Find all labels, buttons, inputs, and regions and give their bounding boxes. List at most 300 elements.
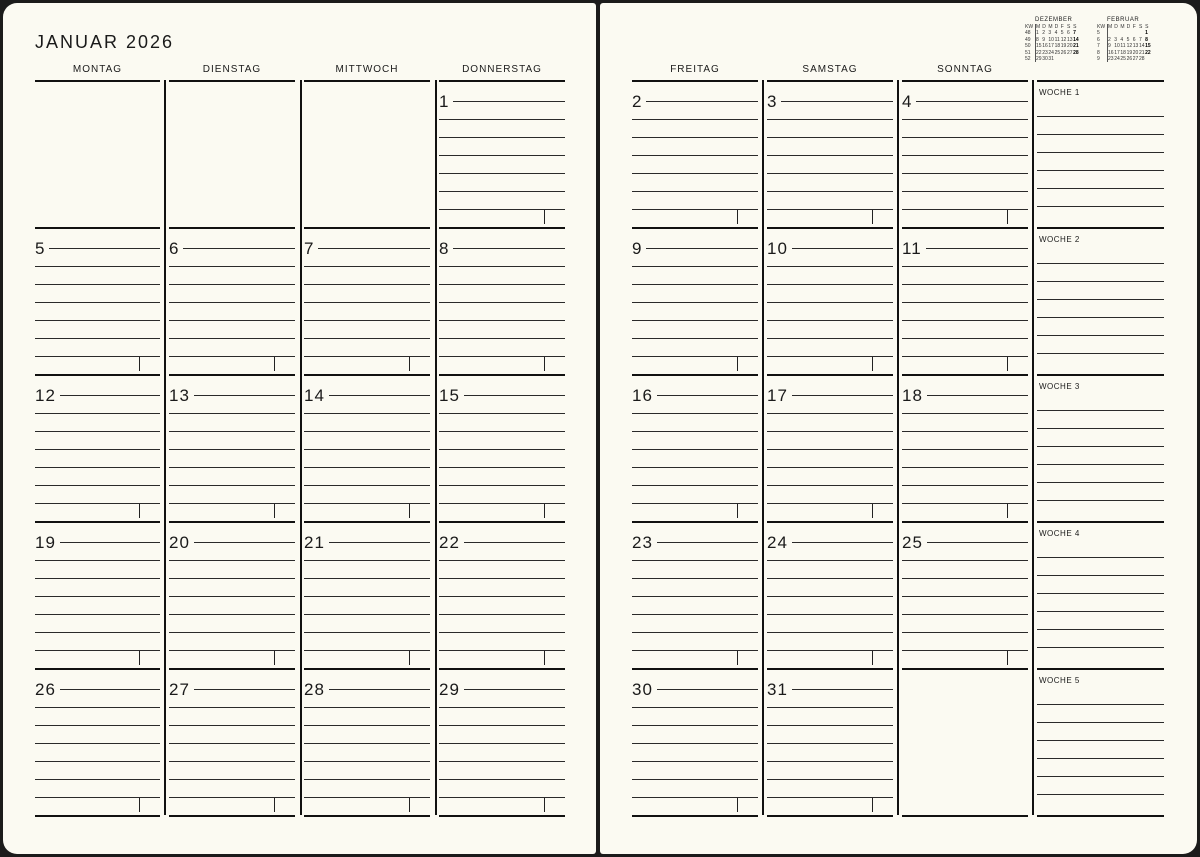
write-line <box>632 191 758 192</box>
mini-calendar-cell: 9 <box>1108 43 1111 50</box>
cell-tick <box>274 798 275 812</box>
column-divider <box>762 521 764 668</box>
cell-tick <box>274 357 275 371</box>
mini-calendar-cell: 14 <box>1138 43 1145 50</box>
day-number: 17 <box>767 387 792 404</box>
column-divider <box>762 227 764 374</box>
write-line <box>902 614 1028 615</box>
mini-calendar-february <box>1097 17 1151 62</box>
write-line <box>35 338 160 339</box>
cell-tick <box>139 798 140 812</box>
write-line <box>439 578 565 579</box>
write-line <box>439 449 565 450</box>
day-number: 21 <box>304 534 329 551</box>
column-divider <box>1032 374 1034 521</box>
week-notes-line <box>1037 446 1164 447</box>
week-label: WOCHE 1 <box>1039 88 1080 97</box>
week-notes-top-border <box>1037 521 1164 523</box>
cell-tick <box>737 210 738 224</box>
mini-calendar-cell: 19 <box>1060 43 1067 50</box>
weekday-header: SAMSTAG <box>802 64 858 75</box>
mini-calendar-cell: 26 <box>1126 56 1133 63</box>
column-divider <box>435 374 437 521</box>
cell-tick <box>1007 357 1008 371</box>
cell-tick <box>139 651 140 665</box>
day-cell[interactable] <box>767 80 893 227</box>
write-line <box>304 707 430 708</box>
write-line <box>439 485 565 486</box>
empty-day-cell <box>304 80 430 227</box>
cell-tick <box>1007 504 1008 518</box>
write-line <box>169 743 295 744</box>
cell-top-border <box>439 80 565 82</box>
day-number: 20 <box>169 534 194 551</box>
write-line <box>35 743 160 744</box>
write-line <box>902 503 1028 504</box>
week-label: WOCHE 4 <box>1039 529 1080 538</box>
write-line <box>632 614 758 615</box>
day-number: 10 <box>767 240 792 257</box>
write-line <box>439 650 565 651</box>
write-line <box>902 191 1028 192</box>
write-line <box>35 413 160 414</box>
write-line <box>902 431 1028 432</box>
write-line <box>439 467 565 468</box>
mini-calendar-cell: 10 <box>1114 43 1120 50</box>
week-notes-top-border <box>1037 668 1164 670</box>
write-line <box>902 449 1028 450</box>
mini-calendar-cell: 7 <box>1097 43 1108 49</box>
week-notes-line <box>1037 206 1164 207</box>
mini-calendar-cell: 19 <box>1126 49 1133 56</box>
weekday-header: FREITAG <box>670 64 720 75</box>
write-line <box>304 248 430 249</box>
write-line <box>169 560 295 561</box>
week-notes-top-border <box>1037 374 1164 376</box>
day-cell[interactable] <box>304 227 430 374</box>
mini-calendar-cell: 27 <box>1066 49 1073 56</box>
write-line <box>169 761 295 762</box>
cell-tick <box>409 504 410 518</box>
write-line <box>304 761 430 762</box>
write-line <box>439 614 565 615</box>
write-line <box>439 761 565 762</box>
write-line <box>304 485 430 486</box>
write-line <box>35 779 160 780</box>
write-line <box>902 560 1028 561</box>
cell-top-border <box>35 227 160 229</box>
write-line <box>767 338 893 339</box>
write-line <box>169 413 295 414</box>
week-notes-line <box>1037 647 1164 648</box>
write-line <box>902 173 1028 174</box>
cell-tick <box>409 798 410 812</box>
day-number: 13 <box>169 387 194 404</box>
day-number: 30 <box>632 681 657 698</box>
column-divider <box>164 374 166 521</box>
mini-calendar-cell: 28 <box>1138 56 1145 63</box>
mini-calendar-header-cell: S <box>1145 24 1149 30</box>
write-line <box>632 302 758 303</box>
column-divider <box>762 374 764 521</box>
column-divider <box>300 521 302 668</box>
mini-calendar-cell: 6 <box>1066 30 1070 37</box>
week-label: WOCHE 5 <box>1039 676 1080 685</box>
mini-calendar-cell: 22 <box>1145 49 1151 56</box>
mini-calendar-header-cell: S <box>1073 24 1077 30</box>
cell-top-border <box>35 668 160 670</box>
week-label: WOCHE 2 <box>1039 235 1080 244</box>
cell-tick <box>872 357 873 371</box>
write-line <box>304 449 430 450</box>
write-line <box>767 431 893 432</box>
write-line <box>35 596 160 597</box>
write-line <box>304 797 430 798</box>
cell-top-border <box>767 374 893 376</box>
week-notes-line <box>1037 299 1164 300</box>
write-line <box>439 284 565 285</box>
column-divider <box>164 80 166 227</box>
write-line <box>767 356 893 357</box>
mini-calendar-cell: 11 <box>1120 43 1126 50</box>
write-line <box>767 155 893 156</box>
cell-tick <box>872 210 873 224</box>
day-number: 23 <box>632 534 657 551</box>
write-line <box>767 797 893 798</box>
write-line <box>439 320 565 321</box>
day-cell[interactable] <box>35 227 160 374</box>
mini-calendar-cell: 50 <box>1025 43 1036 49</box>
write-line <box>632 707 758 708</box>
write-line <box>632 320 758 321</box>
cell-top-border <box>632 374 758 376</box>
cell-tick <box>544 504 545 518</box>
write-line <box>439 560 565 561</box>
mini-calendar-cell: 21 <box>1138 49 1145 56</box>
day-number: 9 <box>632 240 646 257</box>
day-cell[interactable] <box>439 227 565 374</box>
week-notes-top-border <box>1037 227 1164 229</box>
mini-calendar-cell: 23 <box>1042 49 1048 56</box>
mini-calendar-cell: 22 <box>1036 49 1042 56</box>
cell-tick <box>872 651 873 665</box>
right-page <box>600 3 1197 854</box>
cell-top-border <box>304 374 430 376</box>
day-cell[interactable] <box>632 227 758 374</box>
mini-calendar-header-cell: F <box>1132 24 1136 30</box>
write-line <box>632 485 758 486</box>
write-line <box>767 320 893 321</box>
day-number: 22 <box>439 534 464 551</box>
write-line <box>439 137 565 138</box>
write-line <box>767 119 893 120</box>
write-line <box>632 650 758 651</box>
write-line <box>35 449 160 450</box>
write-line <box>304 560 430 561</box>
write-line <box>767 266 893 267</box>
mini-calendar-header-cell: D <box>1054 24 1059 30</box>
write-line <box>439 779 565 780</box>
write-line <box>304 320 430 321</box>
cell-top-border <box>632 668 758 670</box>
empty-day-cell <box>902 668 1028 815</box>
write-line <box>35 248 160 249</box>
write-line <box>632 209 758 210</box>
write-line <box>632 560 758 561</box>
column-divider <box>897 227 899 374</box>
mini-calendar-month: FEBRUAR <box>1107 17 1140 23</box>
week-label: WOCHE 3 <box>1039 382 1080 391</box>
day-number: 12 <box>35 387 60 404</box>
write-line <box>902 137 1028 138</box>
write-line <box>767 284 893 285</box>
write-line <box>439 248 565 249</box>
write-line <box>632 449 758 450</box>
write-line <box>304 614 430 615</box>
mini-calendar-cell: 12 <box>1126 43 1133 50</box>
write-line <box>767 761 893 762</box>
write-line <box>439 707 565 708</box>
day-number: 27 <box>169 681 194 698</box>
mini-calendar-cell: 2 <box>1042 30 1045 37</box>
mini-calendar-cell: 23 <box>1108 56 1114 63</box>
cell-top-border <box>902 668 1028 670</box>
cell-top-border <box>169 521 295 523</box>
write-line <box>439 743 565 744</box>
write-line <box>767 209 893 210</box>
write-line <box>767 302 893 303</box>
cell-top-border <box>902 374 1028 376</box>
write-line <box>304 356 430 357</box>
write-line <box>767 725 893 726</box>
write-line <box>304 266 430 267</box>
write-line <box>35 431 160 432</box>
mini-calendar-cell: 16 <box>1108 49 1114 56</box>
empty-day-cell <box>35 80 160 227</box>
write-line <box>902 155 1028 156</box>
write-line <box>767 449 893 450</box>
write-line <box>902 596 1028 597</box>
write-line <box>169 632 295 633</box>
write-line <box>439 338 565 339</box>
write-line <box>35 632 160 633</box>
mini-calendar-cell: 7 <box>1138 36 1142 43</box>
mini-calendar-cell: 3 <box>1048 30 1052 37</box>
cell-tick <box>274 651 275 665</box>
write-line <box>767 560 893 561</box>
write-line <box>632 431 758 432</box>
empty-day-cell <box>169 80 295 227</box>
day-number: 29 <box>439 681 464 698</box>
mini-calendar-cell <box>1073 56 1079 62</box>
column-divider <box>300 668 302 815</box>
cell-top-border <box>902 227 1028 229</box>
write-line <box>169 596 295 597</box>
grid-bottom-border <box>902 815 1028 817</box>
mini-calendar-cell: 5 <box>1060 30 1064 37</box>
week-notes-line <box>1037 410 1164 411</box>
write-line <box>632 266 758 267</box>
write-line <box>902 101 1028 102</box>
mini-calendar-cell <box>1145 56 1151 62</box>
mini-calendar-header-cell: D <box>1042 24 1046 30</box>
write-line <box>632 503 758 504</box>
column-divider <box>164 227 166 374</box>
cell-top-border <box>767 80 893 82</box>
write-line <box>35 467 160 468</box>
mini-calendar-cell: 8 <box>1036 36 1039 43</box>
week-notes-line <box>1037 611 1164 612</box>
week-notes-line <box>1037 464 1164 465</box>
write-line <box>439 725 565 726</box>
write-line <box>632 173 758 174</box>
mini-calendar-cell: 51 <box>1025 50 1036 56</box>
week-notes-line <box>1037 428 1164 429</box>
mini-calendar-cell: 52 <box>1025 56 1036 62</box>
mini-calendar-cell: 8 <box>1097 50 1108 56</box>
cell-tick <box>1007 651 1008 665</box>
cell-tick <box>544 651 545 665</box>
write-line <box>439 119 565 120</box>
mini-calendar-cell: 1 <box>1036 30 1039 37</box>
cell-top-border <box>767 668 893 670</box>
write-line <box>169 320 295 321</box>
column-divider <box>1032 80 1034 227</box>
mini-calendar-cell: 13 <box>1132 43 1139 50</box>
write-line <box>169 707 295 708</box>
write-line <box>632 101 758 102</box>
cell-top-border <box>632 521 758 523</box>
write-line <box>902 467 1028 468</box>
mini-calendar-header-cell: M <box>1120 24 1125 30</box>
cell-top-border <box>767 227 893 229</box>
left-page <box>3 3 596 854</box>
write-line <box>767 137 893 138</box>
mini-calendar-cell: 8 <box>1145 36 1148 43</box>
mini-calendar-header-cell: KW <box>1025 24 1036 30</box>
write-line <box>304 503 430 504</box>
mini-calendar-cell: 25 <box>1054 49 1061 56</box>
week-notes-line <box>1037 263 1164 264</box>
mini-calendar-cell: 28 <box>1073 49 1079 56</box>
cell-top-border <box>35 80 160 82</box>
write-line <box>632 596 758 597</box>
cell-top-border <box>767 521 893 523</box>
cell-tick <box>737 504 738 518</box>
mini-calendar-cell: 2 <box>1108 36 1111 43</box>
day-cell[interactable] <box>902 80 1028 227</box>
day-number: 14 <box>304 387 329 404</box>
cell-tick <box>544 210 545 224</box>
mini-calendar-cell: 5 <box>1097 30 1108 36</box>
day-number: 24 <box>767 534 792 551</box>
write-line <box>169 431 295 432</box>
mini-calendar-cell: 6 <box>1097 37 1108 43</box>
mini-calendar-cell: 20 <box>1066 43 1073 50</box>
write-line <box>169 266 295 267</box>
week-notes-line <box>1037 134 1164 135</box>
weekday-header: DONNERSTAG <box>462 64 542 75</box>
write-line <box>35 707 160 708</box>
write-line <box>632 578 758 579</box>
mini-calendar-cell: 12 <box>1060 36 1067 43</box>
day-number: 1 <box>439 93 453 110</box>
write-line <box>439 596 565 597</box>
day-cell[interactable] <box>632 80 758 227</box>
write-line <box>767 503 893 504</box>
grid-bottom-border <box>767 815 893 817</box>
cell-tick <box>737 651 738 665</box>
mini-calendar-table <box>1097 24 1151 62</box>
week-notes-line <box>1037 482 1164 483</box>
write-line <box>304 338 430 339</box>
write-line <box>169 614 295 615</box>
write-line <box>35 797 160 798</box>
day-cell[interactable] <box>439 80 565 227</box>
mini-calendar-cell: 3 <box>1114 36 1117 43</box>
mini-calendar-table <box>1025 24 1079 62</box>
write-line <box>767 578 893 579</box>
write-line <box>35 302 160 303</box>
write-line <box>169 449 295 450</box>
write-line <box>169 485 295 486</box>
cell-tick <box>737 798 738 812</box>
mini-calendar-cell: 1 <box>1145 30 1148 37</box>
mini-calendar-header-cell: KW <box>1097 24 1108 30</box>
column-divider <box>762 80 764 227</box>
column-divider <box>897 80 899 227</box>
write-line <box>902 284 1028 285</box>
write-line <box>632 356 758 357</box>
weekday-header: DIENSTAG <box>202 64 262 75</box>
day-cell[interactable] <box>169 227 295 374</box>
write-line <box>35 761 160 762</box>
write-line <box>304 284 430 285</box>
week-notes-line <box>1037 758 1164 759</box>
cell-top-border <box>169 227 295 229</box>
day-number: 8 <box>439 240 453 257</box>
week-notes-line <box>1037 593 1164 594</box>
mini-calendar-header-cell: M <box>1108 24 1113 30</box>
write-line <box>304 431 430 432</box>
write-line <box>169 284 295 285</box>
cell-tick <box>872 504 873 518</box>
mini-calendar-header-cell: S <box>1138 24 1143 30</box>
mini-calendar-cell: 6 <box>1132 36 1136 43</box>
column-divider <box>897 521 899 668</box>
write-line <box>632 743 758 744</box>
cell-top-border <box>304 521 430 523</box>
write-line <box>304 725 430 726</box>
write-line <box>439 431 565 432</box>
write-line <box>35 320 160 321</box>
week-notes-line <box>1037 188 1164 189</box>
write-line <box>169 797 295 798</box>
cell-top-border <box>439 374 565 376</box>
week-notes-line <box>1037 281 1164 282</box>
mini-calendar-cell: 30 <box>1042 56 1048 63</box>
write-line <box>439 101 565 102</box>
write-line <box>304 779 430 780</box>
mini-calendar-cell: 27 <box>1132 56 1139 63</box>
week-notes-line <box>1037 116 1164 117</box>
cell-top-border <box>169 80 295 82</box>
mini-calendar-cell: 15 <box>1036 43 1042 50</box>
cell-top-border <box>35 374 160 376</box>
mini-calendar-cell: 20 <box>1132 49 1139 56</box>
week-notes-line <box>1037 629 1164 630</box>
day-number: 15 <box>439 387 464 404</box>
